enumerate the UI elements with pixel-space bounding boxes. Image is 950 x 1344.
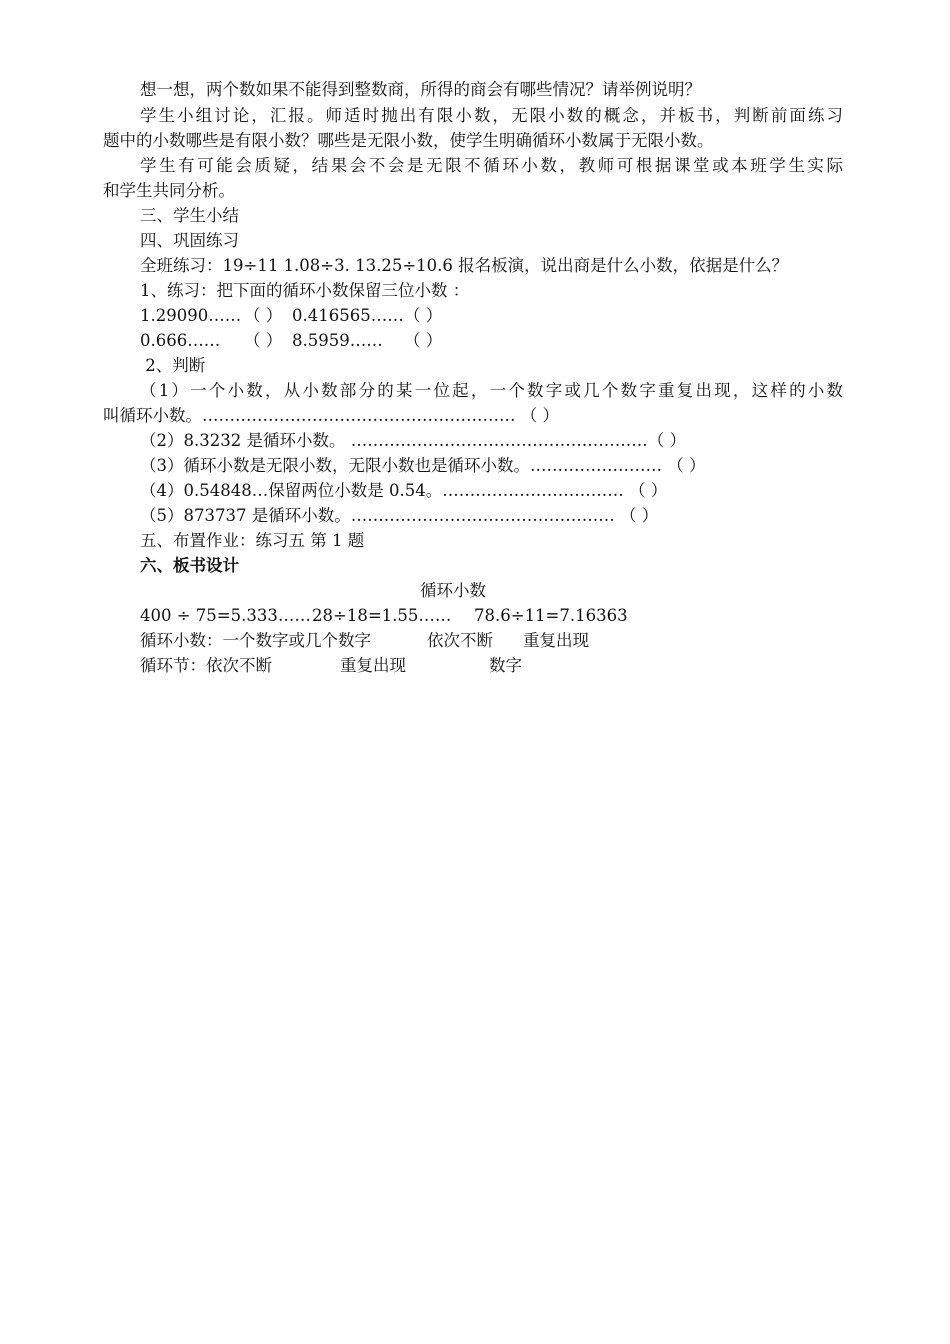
judge-q4: （4）0.54848…保留两位小数是 0.54。…………………………… （ ） [140, 481, 668, 500]
board-repetend-end: 数字 [489, 656, 522, 675]
paragraph-discussion-line1: 学生小组讨论，汇报。师适时抛出有限小数，无限小数的概念，并板书，判断前面练习 [140, 106, 843, 125]
judge-title: 2、判断 [140, 356, 206, 375]
judge-q3: （3）循环小数是无限小数，无限小数也是循环小数。…………………… （ ） [140, 456, 706, 475]
exercise1-item-d: 8.5959…… [292, 331, 383, 350]
paragraph-think: 想一想，两个数如果不能得到整数商，所得的商会有哪些情况？请举例说明？ [140, 80, 701, 99]
section-homework: 五、布置作业：练习五 第 1 题 [140, 531, 365, 550]
board-equation-2: 28÷18=1.55…… [312, 606, 452, 625]
section-practice-heading: 四、巩固练习 [140, 231, 239, 250]
board-definition-end: 重复出现 [523, 631, 589, 650]
exercise1-row2 [140, 328, 843, 353]
board-repetend [140, 653, 843, 678]
exercise1-item-c: 0.666…… [140, 331, 221, 350]
board-equation-3: 78.6÷11=7.16363 [474, 606, 628, 625]
class-exercise: 全班练习：19÷11 1.08÷3. 13.25÷10.6 报名板演，说出商是什么小数，依据是什么？ [140, 256, 789, 275]
paragraph-question-line2: 和学生共同分析。 [103, 181, 235, 200]
board-equations [140, 603, 843, 628]
section-summary-heading: 三、学生小结 [140, 206, 239, 225]
exercise1-blank-a: （ ） [244, 306, 283, 325]
board-equation-1: 400 ÷ 75=5.333…… [140, 606, 311, 625]
board-definition-label: 循环小数：一个数字或几个数字 [140, 631, 371, 650]
paragraph-discussion-line2: 题中的小数哪些是有限小数？哪些是无限小数，使学生明确循环小数属于无限小数。 [103, 131, 714, 150]
exercise1-title: 1、练习：把下面的循环小数保留三位小数 ： [140, 281, 470, 300]
exercise1-item-b: 0.416565…… [292, 306, 404, 325]
exercise1-blank-d: （ ） [404, 331, 443, 350]
judge-q2: （2）8.3232 是循环小数。 ………………………………………………（ ） [140, 431, 686, 450]
exercise1-blank-c: （ ） [244, 331, 283, 350]
section-board-heading: 六、板书设计 [140, 556, 239, 575]
exercise1-row1 [140, 303, 843, 328]
board-title: 循环小数 [420, 581, 486, 600]
exercise1-item-a: 1.29090…… [140, 306, 242, 325]
exercise1-blank-b: （ ） [404, 306, 443, 325]
board-definition [140, 628, 843, 653]
judge-q1-line2: 叫循环小数。………………………………………………… （ ） [103, 406, 559, 425]
board-repetend-label: 循环节：依次不断 [140, 656, 272, 675]
board-title-row [140, 578, 843, 603]
paragraph-question-line1: 学生有可能会质疑，结果会不会是无限不循环小数，教师可根据课堂或本班学生实际 [140, 156, 843, 175]
judge-q1-line1: （1）一个小数，从小数部分的某一位起，一个数字或几个数字重复出现，这样的小数 [140, 381, 843, 400]
board-definition-mid: 依次不断 [427, 631, 493, 650]
board-repetend-mid: 重复出现 [340, 656, 406, 675]
judge-q5: （5）873737 是循环小数。………………………………………… （ ） [140, 506, 659, 525]
